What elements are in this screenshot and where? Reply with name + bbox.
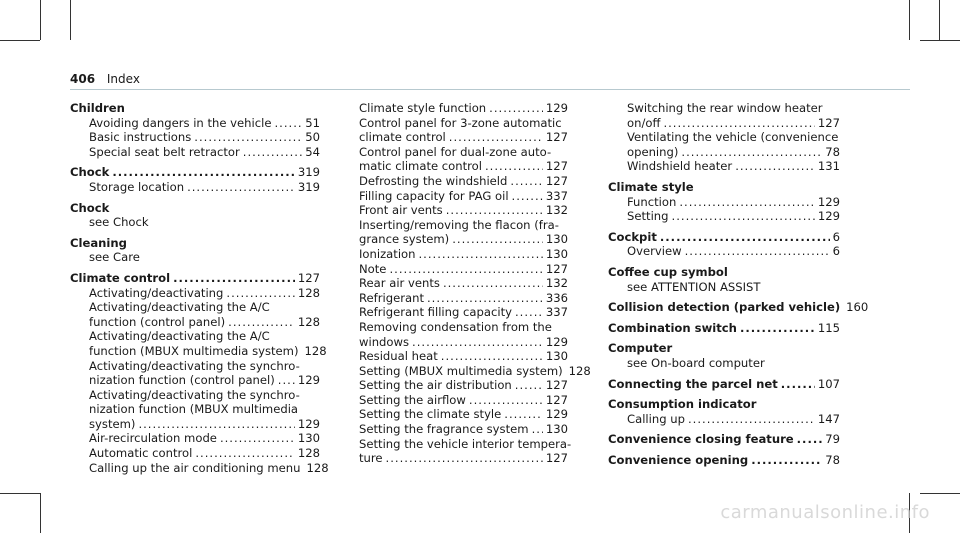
index-subentry bbox=[359, 393, 568, 408]
index-subentry bbox=[70, 300, 320, 315]
entry-text: Function bbox=[627, 194, 677, 209]
index-subentry bbox=[608, 101, 840, 116]
entry-text: Convenience closing feature bbox=[608, 432, 794, 447]
index-heading bbox=[70, 271, 320, 286]
dot-leader bbox=[278, 373, 295, 388]
entry-text: Setting bbox=[627, 209, 669, 224]
entry-text: Activating/deactivating the synchro- bbox=[89, 387, 300, 402]
dot-leader bbox=[532, 422, 543, 437]
page-reference[interactable]: 78 bbox=[825, 452, 840, 467]
index-subentry bbox=[359, 218, 568, 233]
entry-text: see On-board computer bbox=[627, 355, 765, 370]
page-reference[interactable]: 147 bbox=[817, 411, 840, 426]
entry-text: on/off bbox=[627, 115, 661, 130]
index-heading bbox=[70, 201, 320, 216]
page-reference[interactable]: 6 bbox=[832, 229, 840, 244]
page-reference[interactable]: 54 bbox=[305, 144, 320, 159]
index-subentry bbox=[70, 130, 320, 145]
index-heading bbox=[608, 377, 840, 392]
entry-text: Collision detection (parked vehicle) bbox=[608, 300, 841, 315]
entry-text: Ventilating the vehicle (convenience bbox=[627, 130, 839, 145]
page-reference[interactable]: 127 bbox=[297, 270, 320, 285]
index-subentry bbox=[359, 451, 568, 466]
page-reference[interactable]: 160 bbox=[846, 300, 869, 315]
entry-text: ture bbox=[359, 451, 383, 466]
index-column-1 bbox=[70, 101, 329, 475]
entry-text: Refrigerant filling capacity bbox=[359, 305, 512, 320]
crop-mark bbox=[40, 0, 41, 40]
entry-text: Front air vents bbox=[359, 203, 443, 218]
page-reference[interactable]: 319 bbox=[297, 165, 320, 180]
dot-leader bbox=[195, 446, 295, 461]
index-heading bbox=[608, 230, 840, 245]
page-reference[interactable]: 129 bbox=[297, 416, 320, 431]
entry-text: Calling up bbox=[627, 411, 685, 426]
entry-text: opening) bbox=[627, 144, 679, 159]
index-heading bbox=[70, 236, 320, 251]
dot-leader bbox=[386, 451, 543, 466]
index-column-3 bbox=[608, 101, 869, 467]
entry-text: Chock bbox=[70, 165, 110, 180]
index-column-2 bbox=[359, 101, 591, 466]
index-subentry bbox=[70, 402, 320, 417]
index-subentry bbox=[70, 388, 320, 403]
page-reference[interactable]: 130 bbox=[545, 349, 568, 364]
dot-leader bbox=[735, 159, 815, 174]
page-header bbox=[70, 72, 140, 86]
entry-text: Chock bbox=[70, 200, 110, 215]
index-subentry bbox=[608, 280, 840, 295]
index-subentry bbox=[359, 276, 568, 291]
index-subentry bbox=[608, 209, 840, 224]
entry-text: Removing condensation from the bbox=[359, 319, 552, 334]
dot-leader bbox=[672, 209, 815, 224]
watermark: carmanualsonline.info bbox=[720, 502, 930, 523]
entry-text: Special seat belt retractor bbox=[89, 144, 240, 159]
entry-text: nization function (MBUX multimedia bbox=[89, 402, 299, 417]
index-subentry bbox=[70, 180, 320, 195]
index-heading bbox=[608, 300, 869, 315]
index-subentry bbox=[359, 436, 572, 452]
index-subentry bbox=[70, 286, 320, 301]
crop-mark bbox=[920, 40, 960, 41]
page-reference[interactable]: 127 bbox=[545, 392, 568, 407]
entry-text: Calling up the air conditioning menu bbox=[89, 460, 301, 475]
page-reference[interactable]: 128 bbox=[568, 363, 591, 378]
entry-text: Avoiding dangers in the vehicle bbox=[89, 115, 272, 130]
dot-leader bbox=[427, 291, 543, 306]
dot-leader bbox=[679, 195, 815, 210]
page-reference[interactable]: 132 bbox=[545, 276, 568, 291]
page-number: 406 bbox=[70, 72, 96, 86]
page-reference[interactable]: 336 bbox=[545, 290, 568, 305]
dot-leader bbox=[515, 378, 543, 393]
entry-text: Control panel for dual-zone auto- bbox=[359, 144, 552, 159]
index-subentry bbox=[70, 215, 320, 230]
crop-mark bbox=[0, 493, 40, 494]
dot-leader bbox=[228, 315, 295, 330]
dot-leader bbox=[389, 262, 542, 277]
page-reference[interactable]: 51 bbox=[305, 115, 320, 130]
index-heading bbox=[608, 453, 840, 468]
crop-mark bbox=[70, 0, 71, 40]
index-subentry bbox=[608, 195, 840, 210]
dot-leader bbox=[781, 377, 815, 392]
page-reference[interactable]: 127 bbox=[545, 173, 568, 188]
index-subentry bbox=[70, 373, 320, 388]
index-subentry bbox=[359, 407, 568, 422]
entry-text: Cockpit bbox=[608, 229, 657, 244]
entry-text: Control panel for 3-zone automatic bbox=[359, 115, 562, 130]
index-subentry bbox=[608, 159, 840, 174]
page-reference[interactable]: 129 bbox=[817, 194, 840, 209]
crop-mark bbox=[920, 493, 960, 494]
index-subentry bbox=[359, 159, 568, 174]
entry-text: see ATTENTION ASSIST bbox=[627, 279, 761, 294]
page-reference[interactable]: 129 bbox=[545, 334, 568, 349]
entry-text: see Care bbox=[89, 250, 140, 265]
entry-text: Air-recirculation mode bbox=[89, 431, 217, 446]
index-subentry bbox=[608, 116, 840, 131]
index-subentry bbox=[70, 315, 320, 330]
dot-leader bbox=[740, 321, 815, 336]
entry-text: Children bbox=[70, 101, 125, 115]
page-reference[interactable]: 128 bbox=[297, 446, 320, 461]
entry-text: Activating/deactivating the synchro- bbox=[89, 358, 300, 373]
page-reference[interactable]: 130 bbox=[545, 246, 568, 261]
index-heading bbox=[608, 397, 840, 412]
page-reference[interactable]: 130 bbox=[545, 422, 568, 437]
entry-text: Consumption indicator bbox=[608, 397, 757, 412]
index-subentry bbox=[359, 422, 568, 437]
dot-leader bbox=[446, 203, 543, 218]
dot-leader bbox=[797, 432, 823, 447]
page-reference[interactable]: 127 bbox=[545, 261, 568, 276]
index-subentry bbox=[70, 359, 320, 374]
dot-leader bbox=[688, 412, 815, 427]
index-subentry bbox=[359, 101, 568, 116]
page-reference[interactable]: 129 bbox=[817, 209, 840, 224]
index-subentry bbox=[359, 232, 568, 247]
index-subentry bbox=[70, 343, 327, 359]
dot-leader bbox=[173, 271, 295, 286]
index-subentry bbox=[70, 460, 329, 476]
page-reference[interactable]: 132 bbox=[545, 203, 568, 218]
dot-leader bbox=[663, 116, 814, 131]
dot-leader bbox=[112, 165, 295, 180]
dot-leader bbox=[485, 159, 543, 174]
dot-leader bbox=[194, 130, 302, 145]
page-reference[interactable]: 337 bbox=[545, 305, 568, 320]
entry-text: Overview bbox=[627, 244, 682, 259]
index-subentry bbox=[359, 291, 568, 306]
entry-text: Switching the rear window heater bbox=[627, 101, 823, 115]
entry-text: Residual heat bbox=[359, 349, 438, 364]
page-reference[interactable]: 127 bbox=[545, 451, 568, 466]
entry-text: Refrigerant bbox=[359, 290, 424, 305]
page-reference[interactable]: 50 bbox=[305, 130, 320, 145]
entry-text: Setting the climate style bbox=[359, 407, 502, 422]
entry-text: Setting the vehicle interior tempera- bbox=[359, 436, 572, 451]
entry-text: Climate style function bbox=[359, 101, 487, 115]
entry-text: see Chock bbox=[89, 215, 149, 230]
dot-leader bbox=[489, 101, 543, 116]
entry-text: Cleaning bbox=[70, 235, 127, 250]
entry-text: Note bbox=[359, 261, 387, 276]
crop-mark bbox=[0, 40, 40, 41]
index-heading bbox=[70, 101, 320, 116]
dot-leader bbox=[412, 335, 543, 350]
index-subentry bbox=[70, 446, 320, 461]
dot-leader bbox=[443, 276, 543, 291]
entry-text: function (MBUX multimedia system) bbox=[89, 343, 299, 358]
entry-text: Coffee cup symbol bbox=[608, 264, 728, 279]
entry-text: Automatic control bbox=[89, 446, 193, 461]
index-subentry bbox=[608, 356, 840, 371]
entry-text: Setting the air distribution bbox=[359, 378, 512, 393]
entry-text: Activating/deactivating bbox=[89, 285, 224, 300]
dot-leader bbox=[449, 130, 543, 145]
page-reference[interactable]: 127 bbox=[545, 130, 568, 145]
entry-text: Convenience opening bbox=[608, 452, 749, 467]
dot-leader bbox=[418, 247, 542, 262]
index-heading bbox=[70, 165, 320, 180]
page-reference[interactable]: 128 bbox=[304, 343, 327, 358]
entry-text: Activating/deactivating the A/C bbox=[89, 329, 270, 344]
entry-text: windows bbox=[359, 334, 410, 349]
entry-text: Basic instructions bbox=[89, 130, 192, 145]
dot-leader bbox=[226, 286, 294, 301]
page-reference[interactable]: 127 bbox=[545, 378, 568, 393]
page-reference[interactable]: 79 bbox=[825, 432, 840, 447]
dot-leader bbox=[660, 230, 830, 245]
page-reference[interactable]: 129 bbox=[545, 101, 568, 115]
entry-text: Filling capacity for PAG oil bbox=[359, 188, 509, 203]
index-subentry bbox=[359, 363, 591, 379]
entry-text: Setting the airflow bbox=[359, 392, 466, 407]
entry-text: Setting the fragrance system bbox=[359, 422, 529, 437]
index-subentry bbox=[70, 116, 320, 131]
crop-mark bbox=[909, 0, 910, 40]
page-reference[interactable]: 129 bbox=[545, 407, 568, 422]
entry-text: Combination switch bbox=[608, 320, 737, 335]
dot-leader bbox=[515, 305, 543, 320]
entry-text: Storage location bbox=[89, 179, 185, 194]
entry-text: Setting (MBUX multimedia system) bbox=[359, 363, 563, 378]
dot-leader bbox=[504, 407, 543, 422]
page-reference[interactable]: 107 bbox=[817, 376, 840, 391]
entry-text: Climate control bbox=[70, 270, 171, 285]
entry-text: Computer bbox=[608, 341, 673, 356]
entry-text: Activating/deactivating the A/C bbox=[89, 300, 270, 315]
entry-text: system) bbox=[89, 416, 136, 431]
index-subentry bbox=[359, 320, 568, 335]
index-subentry bbox=[359, 262, 568, 277]
index-subentry bbox=[359, 116, 568, 131]
index-subentry bbox=[70, 250, 320, 265]
entry-text: grance system) bbox=[359, 232, 450, 247]
page-reference[interactable]: 128 bbox=[297, 314, 320, 329]
index-subentry bbox=[359, 203, 568, 218]
dot-leader bbox=[243, 145, 302, 160]
index-subentry bbox=[70, 417, 320, 432]
dot-leader bbox=[685, 244, 830, 259]
dot-leader bbox=[441, 349, 543, 364]
index-subentry bbox=[359, 174, 568, 189]
page-reference[interactable]: 319 bbox=[297, 179, 320, 194]
entry-text: Climate style bbox=[608, 179, 694, 194]
index-heading bbox=[608, 265, 840, 280]
entry-text: Ionization bbox=[359, 246, 416, 261]
dot-leader bbox=[512, 189, 543, 204]
entry-text: matic climate control bbox=[359, 159, 482, 174]
dot-leader bbox=[220, 431, 295, 446]
page-reference[interactable]: 130 bbox=[545, 232, 568, 247]
index-subentry bbox=[608, 412, 840, 427]
index-heading bbox=[608, 341, 840, 356]
index-subentry bbox=[359, 378, 568, 393]
entry-text: Connecting the parcel net bbox=[608, 376, 778, 391]
dot-leader bbox=[681, 145, 822, 160]
dot-leader bbox=[274, 116, 302, 131]
page-reference[interactable]: 128 bbox=[306, 460, 329, 475]
index-subentry bbox=[608, 244, 840, 259]
entry-text: function (control panel) bbox=[89, 314, 226, 329]
page-reference[interactable]: 127 bbox=[545, 159, 568, 174]
entry-text: climate control bbox=[359, 130, 446, 145]
index-heading bbox=[608, 321, 840, 336]
entry-text: nization function (control panel) bbox=[89, 373, 275, 388]
index-subentry bbox=[70, 329, 320, 344]
entry-text: Rear air vents bbox=[359, 276, 440, 291]
entry-text: Inserting/removing the flacon (fra- bbox=[359, 217, 559, 232]
dot-leader bbox=[452, 232, 543, 247]
entry-text: Defrosting the windshield bbox=[359, 173, 508, 188]
page-reference[interactable]: 115 bbox=[817, 320, 840, 335]
page-reference[interactable]: 6 bbox=[832, 244, 840, 259]
index-subentry bbox=[359, 335, 568, 350]
page-reference[interactable]: 131 bbox=[817, 159, 840, 174]
header-rule bbox=[70, 89, 910, 90]
dot-leader bbox=[469, 393, 543, 408]
section-title: Index bbox=[106, 72, 140, 86]
index-subentry bbox=[70, 145, 320, 160]
page-reference[interactable]: 78 bbox=[825, 144, 840, 159]
page-reference[interactable]: 129 bbox=[297, 373, 320, 388]
dot-leader bbox=[187, 180, 295, 195]
page-reference[interactable]: 127 bbox=[817, 115, 840, 130]
index-subentry bbox=[608, 130, 840, 145]
index-subentry bbox=[359, 247, 568, 262]
index-subentry bbox=[359, 305, 568, 320]
dot-leader bbox=[138, 417, 294, 432]
dot-leader bbox=[510, 174, 542, 189]
index-subentry bbox=[359, 349, 568, 364]
index-heading bbox=[608, 432, 840, 447]
page-reference[interactable]: 337 bbox=[545, 188, 568, 203]
index-subentry bbox=[359, 130, 568, 145]
index-subentry bbox=[359, 145, 568, 160]
entry-text: Windshield heater bbox=[627, 159, 733, 174]
index-subentry bbox=[70, 431, 320, 446]
crop-mark bbox=[40, 493, 41, 533]
page-reference[interactable]: 130 bbox=[297, 431, 320, 446]
index-heading bbox=[608, 180, 840, 195]
index-subentry bbox=[608, 145, 840, 160]
dot-leader bbox=[751, 453, 822, 468]
page-reference[interactable]: 128 bbox=[297, 285, 320, 300]
index-subentry bbox=[359, 189, 568, 204]
crop-mark bbox=[939, 0, 940, 40]
